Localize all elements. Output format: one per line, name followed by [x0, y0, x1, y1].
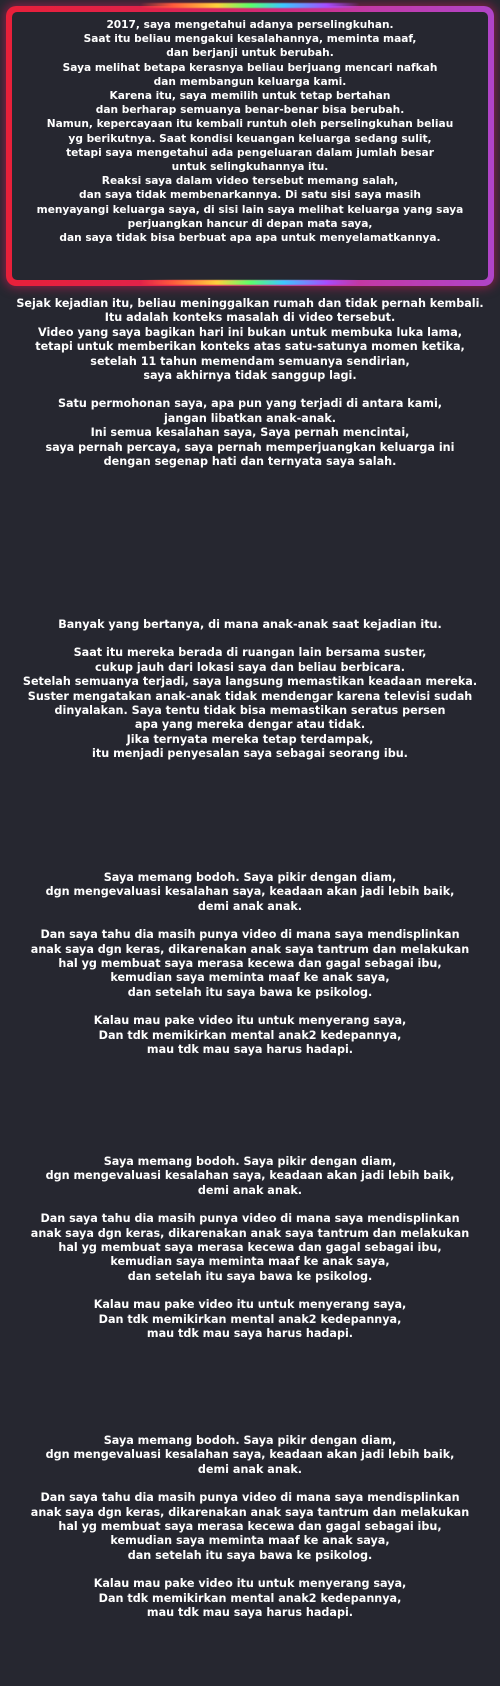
text-line: mau tdk mau saya harus hadapi. [146, 1043, 354, 1057]
paragraph-gap [0, 1477, 500, 1491]
paragraph-gap [0, 383, 500, 397]
text-line: Video yang saya bagikan hari ini bukan untuk membuka luka lama, [37, 325, 462, 339]
text-line: Saat itu mereka berada di ruangan lain bersama suster, [73, 646, 427, 660]
text-line: Ini semua kesalahan saya, Saya pernah mencintai, [90, 426, 410, 440]
text-line: tetapi untuk memberikan konteks atas satu-satunya momen ketika, [35, 340, 465, 354]
paragraph-gap [0, 1198, 500, 1212]
text-line: Kalau mau pake video itu untuk menyerang saya, [93, 1577, 407, 1591]
text-line: dan saya tidak bisa berbuat apa apa untuk menyelamatkannya. [59, 232, 441, 245]
section-context [0, 297, 500, 469]
text-line: apa yang mereka dengar atau tidak. [134, 718, 366, 732]
text-line: setelah 11 tahun memendam semuanya sendirian, [90, 354, 410, 368]
text-line: dengan segenap hati dan ternyata saya salah. [103, 455, 397, 469]
text-line: anak saya dgn keras, dikarenakan anak saya tantrum dan melakukan [30, 1505, 470, 1519]
text-line: Saya memang bodoh. Saya pikir dengan diam, [103, 1434, 397, 1447]
text-line: demi anak anak. [197, 1462, 303, 1476]
text-line: dan membangun keluarga kami. [153, 75, 347, 88]
text-line: Karena itu, saya memilih untuk tetap bertahan [109, 90, 391, 103]
text-line: demi anak anak. [197, 1183, 303, 1197]
text-line: hal yg membuat saya merasa kecewa dan gagal sebagai ibu, [58, 957, 442, 971]
text-line: Dan tdk memikirkan mental anak2 kedepannya, [98, 1028, 402, 1042]
text-line: saya akhirnya tidak sanggup lagi. [143, 369, 357, 383]
text-line: Saya melihat betapa kerasnya beliau berjuang mencari nafkah [62, 61, 438, 74]
text-line: Dan saya tahu dia masih punya video di mana saya mendisplinkan [40, 1491, 460, 1505]
text-line: dan berharap semuanya benar-benar bisa berubah. [95, 104, 405, 117]
text-line: hal yg membuat saya merasa kecewa dan gagal sebagai ibu, [58, 1241, 442, 1255]
text-line: dgn mengevaluasi kesalahan saya, keadaan akan jadi lebih baik, [45, 1448, 455, 1462]
text-line: dgn mengevaluasi kesalahan saya, keadaan akan jadi lebih baik, [45, 885, 455, 899]
text-line: itu menjadi penyesalan saya sebagai seorang ibu. [92, 747, 408, 761]
text-line: Saya memang bodoh. Saya pikir dengan diam, [103, 1155, 397, 1168]
text-line: saya pernah percaya, saya pernah memperjuangkan keluarga ini [45, 440, 455, 454]
text-line: menyayangi keluarga saya, di sisi lain saya melihat keluarga yang saya [36, 203, 464, 216]
text-line: dgn mengevaluasi kesalahan saya, keadaan akan jadi lebih baik, [45, 1169, 455, 1183]
paragraph-gap [0, 1000, 500, 1014]
text-line: untuk selingkuhannya itu. [171, 161, 329, 174]
rainbow-glow-bottom [140, 280, 360, 285]
text-line: dan berjanji untuk berubah. [166, 47, 334, 60]
text-line: jangan libatkan anak-anak. [163, 411, 337, 425]
text-line: Suster mengatakan anak-anak tidak mendengar karena televisi sudah [27, 689, 473, 703]
text-line: dan setelah itu saya bawa ke psikolog. [127, 985, 373, 999]
text-line: dinyalakan. Saya tentu tidak bisa memastikan seratus persen [54, 704, 446, 718]
paragraph-gap [0, 914, 500, 928]
paragraph-gap [0, 1563, 500, 1577]
text-line: anak saya dgn keras, dikarenakan anak saya tantrum dan melakukan [30, 942, 470, 956]
text-line: demi anak anak. [197, 899, 303, 913]
paragraph-gap [0, 1284, 500, 1298]
text-line: dan saya tidak membenarkannya. Di satu sisi saya masih [79, 189, 421, 202]
text-line: Dan tdk memikirkan mental anak2 kedepannya, [98, 1312, 402, 1326]
text-line: Satu permohonan saya, apa pun yang terjadi di antara kami, [57, 397, 443, 411]
section-repeated-2 [0, 1155, 500, 1341]
text-line: cukup jauh dari lokasi saya dan beliau berbicara. [95, 660, 405, 674]
text-line: kemudian saya meminta maaf ke anak saya, [110, 1534, 390, 1548]
text-line: Dan tdk memikirkan mental anak2 kedepannya, [98, 1591, 402, 1605]
text-line: Jika ternyata mereka tetap terdampak, [126, 732, 374, 746]
section-repeated-3 [0, 1434, 500, 1620]
text-line: Namun, kepercayaan itu kembali runtuh oleh perselingkuhan beliau [46, 118, 454, 131]
text-line: 2017, saya mengetahui adanya perselingkuhan. [106, 19, 394, 31]
text-line: Dan saya tahu dia masih punya video di mana saya mendisplinkan [40, 1212, 460, 1226]
text-line: Saat itu beliau mengakui kesalahannya, meminta maaf, [83, 33, 417, 46]
text-line: tetapi saya mengetahui ada pengeluaran dalam jumlah besar [66, 146, 434, 159]
text-line: mau tdk mau saya harus hadapi. [146, 1327, 354, 1341]
text-line: Dan saya tahu dia masih punya video di mana saya mendisplinkan [40, 928, 460, 942]
text-line: perjuangkan hancur di depan mata saya, [127, 217, 373, 230]
text-line: Reaksi saya dalam video tersebut memang salah, [101, 175, 399, 188]
paragraph-gap [0, 632, 500, 646]
section-repeated-1 [0, 871, 500, 1057]
text-line: mau tdk mau saya harus hadapi. [146, 1606, 354, 1620]
text-line: anak saya dgn keras, dikarenakan anak saya tantrum dan melakukan [30, 1226, 470, 1240]
text-line: kemudian saya meminta maaf ke anak saya, [110, 971, 390, 985]
section-children [0, 618, 500, 762]
text-line: Itu adalah konteks masalah di video tersebut. [104, 311, 396, 325]
text-line: Saya memang bodoh. Saya pikir dengan diam, [103, 871, 397, 884]
text-line: Banyak yang bertanya, di mana anak-anak saat kejadian itu. [58, 618, 442, 631]
text-line: hal yg membuat saya merasa kecewa dan gagal sebagai ibu, [58, 1520, 442, 1534]
text-line: dan setelah itu saya bawa ke psikolog. [127, 1269, 373, 1283]
text-line: Sejak kejadian itu, beliau meninggalkan rumah dan tidak pernah kembali. [16, 297, 484, 310]
framed-text-block [0, 18, 500, 245]
text-line: dan setelah itu saya bawa ke psikolog. [127, 1548, 373, 1562]
text-line: Kalau mau pake video itu untuk menyerang saya, [93, 1298, 407, 1312]
rainbow-glow-top [140, 3, 360, 8]
text-line: Setelah semuanya terjadi, saya langsung memastikan keadaan mereka. [22, 675, 478, 689]
text-line: kemudian saya meminta maaf ke anak saya, [110, 1255, 390, 1269]
text-line: yg berikutnya. Saat kondisi keuangan keluarga sedang sulit, [68, 132, 432, 145]
text-line: Kalau mau pake video itu untuk menyerang saya, [93, 1014, 407, 1028]
